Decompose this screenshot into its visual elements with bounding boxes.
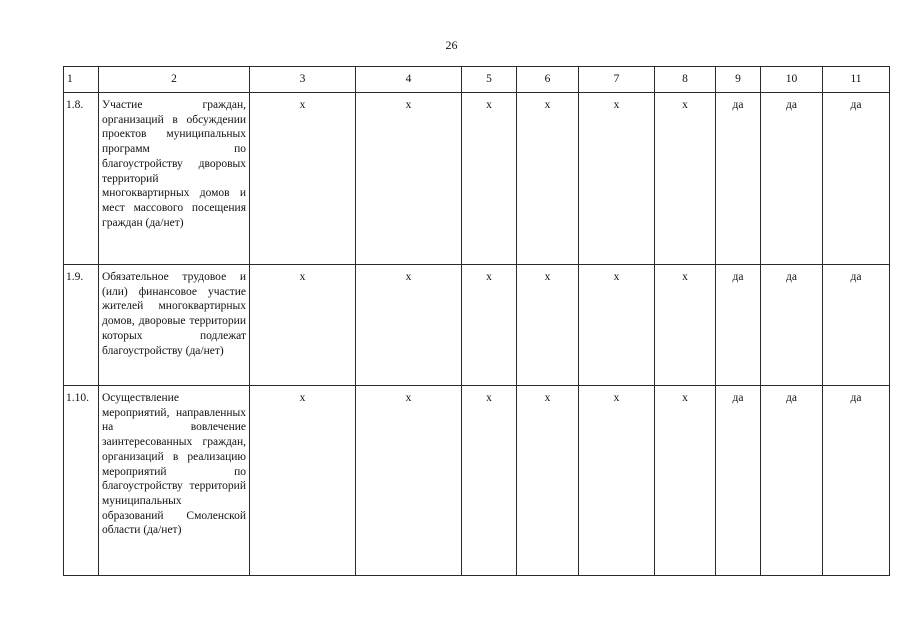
row-description-cell: Участие граждан, организаций в обсуждении проектов муниципальных программ по благоустройству дворовых территорий многоквартирных домов и мест массового посещения граждан (да/нет)	[99, 93, 250, 265]
header-cell: 7	[579, 67, 655, 93]
header-cell: 6	[517, 67, 579, 93]
value-cell: х	[462, 93, 517, 265]
value-cell: да	[761, 93, 823, 265]
value-cell: х	[655, 386, 716, 576]
value-cell: да	[716, 386, 761, 576]
value-cell: да	[761, 265, 823, 386]
value-cell: х	[655, 93, 716, 265]
row-number-cell: 1.8.	[64, 93, 99, 265]
value-cell: х	[356, 386, 462, 576]
value-cell: да	[716, 265, 761, 386]
value-cell: х	[517, 93, 579, 265]
header-cell: 11	[823, 67, 890, 93]
row-number-cell: 1.10.	[64, 386, 99, 576]
header-cell: 2	[99, 67, 250, 93]
header-cell: 1	[64, 67, 99, 93]
value-cell: да	[716, 93, 761, 265]
value-cell: да	[823, 93, 890, 265]
value-cell: х	[250, 386, 356, 576]
header-cell: 3	[250, 67, 356, 93]
row-number-cell: 1.9.	[64, 265, 99, 386]
value-cell: х	[655, 265, 716, 386]
indicator-table	[63, 66, 890, 576]
header-cell: 9	[716, 67, 761, 93]
header-cell: 4	[356, 67, 462, 93]
value-cell: х	[517, 386, 579, 576]
value-cell: да	[823, 265, 890, 386]
value-cell: да	[823, 386, 890, 576]
table-row	[64, 265, 890, 386]
value-cell: х	[250, 93, 356, 265]
value-cell: х	[356, 265, 462, 386]
header-cell: 8	[655, 67, 716, 93]
value-cell: х	[579, 386, 655, 576]
row-description-cell: Обязательное трудовое и (или) финансовое участие жителей многоквартирных домов, дворовые территории которых подлежат благоустройству (да/нет)	[99, 265, 250, 386]
table-row	[64, 386, 890, 576]
value-cell: да	[761, 386, 823, 576]
value-cell: х	[517, 265, 579, 386]
row-description-cell: Осуществление мероприятий, направленных на вовлечение заинтересованных граждан, организаций в реализацию мероприятий по благоустройству территорий муниципальных образований Смоленской области (да/нет)	[99, 386, 250, 576]
value-cell: х	[579, 93, 655, 265]
value-cell: х	[579, 265, 655, 386]
value-cell: х	[462, 265, 517, 386]
page-number: 26	[445, 38, 458, 52]
table-row	[64, 93, 890, 265]
value-cell: х	[250, 265, 356, 386]
value-cell: х	[462, 386, 517, 576]
table-header-row	[64, 67, 890, 93]
header-cell: 10	[761, 67, 823, 93]
value-cell: х	[356, 93, 462, 265]
header-cell: 5	[462, 67, 517, 93]
